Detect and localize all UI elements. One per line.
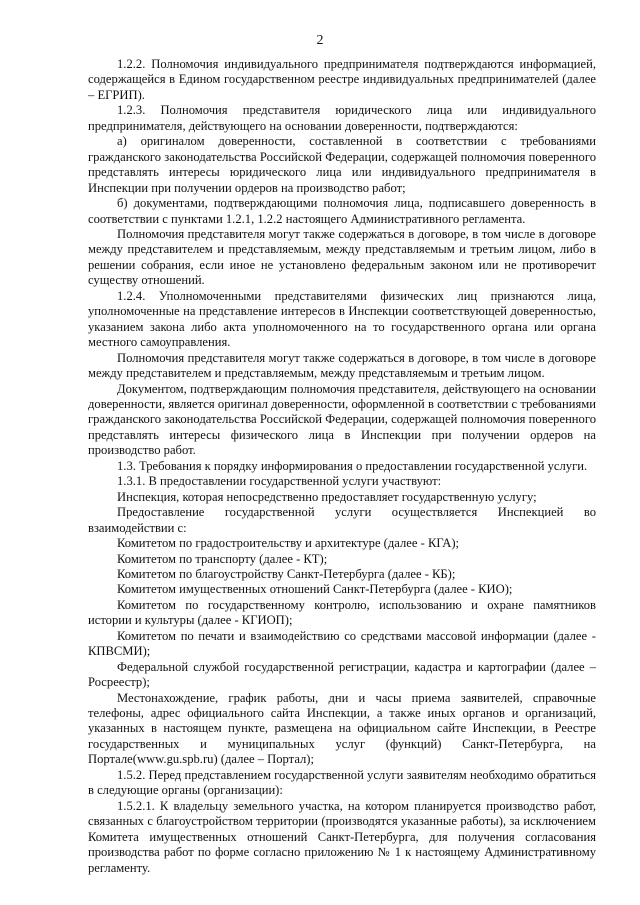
paragraph-representative-contract: Полномочия представителя могут также содержаться в договоре, в том числе в договоре между представителем и представляемым, между представляемым и третьим лицом. bbox=[88, 350, 596, 381]
page-number: 2 bbox=[316, 33, 324, 48]
list-item-kga: Комитетом по градостроительству и архитектуре (далее - КГА); bbox=[117, 536, 460, 551]
list-item-kt: Комитетом по транспорту (далее - КТ); bbox=[117, 551, 328, 566]
paragraph-inspection: Инспекция, которая непосредственно предоставляет государственную услугу; bbox=[117, 489, 537, 504]
paragraph-representative-powers: Полномочия представителя могут также содержаться в договоре, в том числе в договоре между представителем и представляемым, между представляемым и третьим лицом, либо в решении собрания, если иное не установлено федеральным законом или не противоречит существу отношений. bbox=[88, 226, 596, 288]
document-body bbox=[88, 57, 596, 876]
paragraph-1-2-2: 1.2.2. Полномочия индивидуального предпринимателя подтверждаются информацией, содержащейся в Едином государственном реестре индивидуальных предпринимателей (далее – ЕГРИП). bbox=[88, 57, 596, 102]
paragraph-1-5-2-1: 1.5.2.1. К владельцу земельного участка, на котором планируется производство работ, связанных с благоустройством территории (производятся указанные работы), за исключением Комитета имущественных отношений Санкт-Петербурга, для получения согласования производства работ по форме согласно приложению № 1 к настоящему Административному регламенту. bbox=[88, 798, 596, 875]
list-item-kio: Комитетом имущественных отношений Санкт-Петербурга (далее - КИО); bbox=[117, 582, 513, 597]
paragraph-item-b: б) документами, подтверждающими полномочия лица, подписавшего доверенность в соответствии с пунктами 1.2.1, 1.2.2 настоящего Административного регламента. bbox=[88, 196, 596, 226]
list-item-kb: Комитетом по благоустройству Санкт-Петербурга (далее - КБ); bbox=[117, 566, 456, 581]
list-item-kgiop: Комитетом по государственному контролю, использованию и охране памятников истории и культуры (далее - КГИОП); bbox=[88, 597, 596, 628]
paragraph-1-2-3: 1.2.3. Полномочия представителя юридического лица или индивидуального предпринимателя, действующего на основании доверенности, подтверждаются: bbox=[88, 103, 596, 133]
paragraph-1-3: 1.3. Требования к порядку информирования о предоставлении государственной услуги. bbox=[117, 458, 588, 473]
paragraph-interaction: Предоставление государственной услуги осуществляется Инспекцией во взаимодействии с: bbox=[88, 505, 596, 535]
list-item-kpvsmi: Комитетом по печати и взаимодействию со средствами массовой информации (далее - КПВСМИ); bbox=[88, 628, 596, 659]
list-item-rosreestr: Федеральной службой государственной регистрации, кадастра и картографии (далее – Росреестр); bbox=[88, 659, 596, 690]
paragraph-1-2-4: 1.2.4. Уполномоченными представителями физических лиц признаются лица, уполномоченные на представление интересов в Инспекции соответствующей доверенностью, указанием закона либо акта уполномоченного на то государственного органа или органа местного самоуправления. bbox=[88, 288, 596, 350]
paragraph-item-a: а) оригиналом доверенности, составленной в соответствии с требованиями гражданского законодательства Российской Федерации, содержащей полномочия поверенного представлять интересы юридического лица или индивидуального предпринимателя в Инспекции при получении ордеров на производство работ; bbox=[88, 134, 596, 195]
paragraph-location-schedule: Местонахождение, график работы, дни и часы приема заявителей, справочные телефоны, адрес официального сайта Инспекции, а также иных органов и организаций, указанных в настоящем пункте, размещена на официальном сайте Инспекции, в Реестре государственных и муниципальных услуг (функций) Санкт-Петербурга, на Портале(www.gu.spb.ru) (далее – Портал); bbox=[88, 690, 596, 767]
paragraph-power-of-attorney: Документом, подтверждающим полномочия представителя, действующего на основании доверенности, является оригинал доверенности, оформленной в соответствии с требованиями гражданского законодательства Российской Федерации, содержащей полномочия поверенного представлять интересы физического лица в Инспекции при получении ордеров на производство работ. bbox=[88, 381, 596, 458]
paragraph-1-3-1: 1.3.1. В предоставлении государственной услуги участвуют: bbox=[117, 474, 442, 489]
paragraph-1-5-2: 1.5.2. Перед представлением государственной услуги заявителям необходимо обратиться в следующие органы (организации): bbox=[88, 767, 596, 798]
